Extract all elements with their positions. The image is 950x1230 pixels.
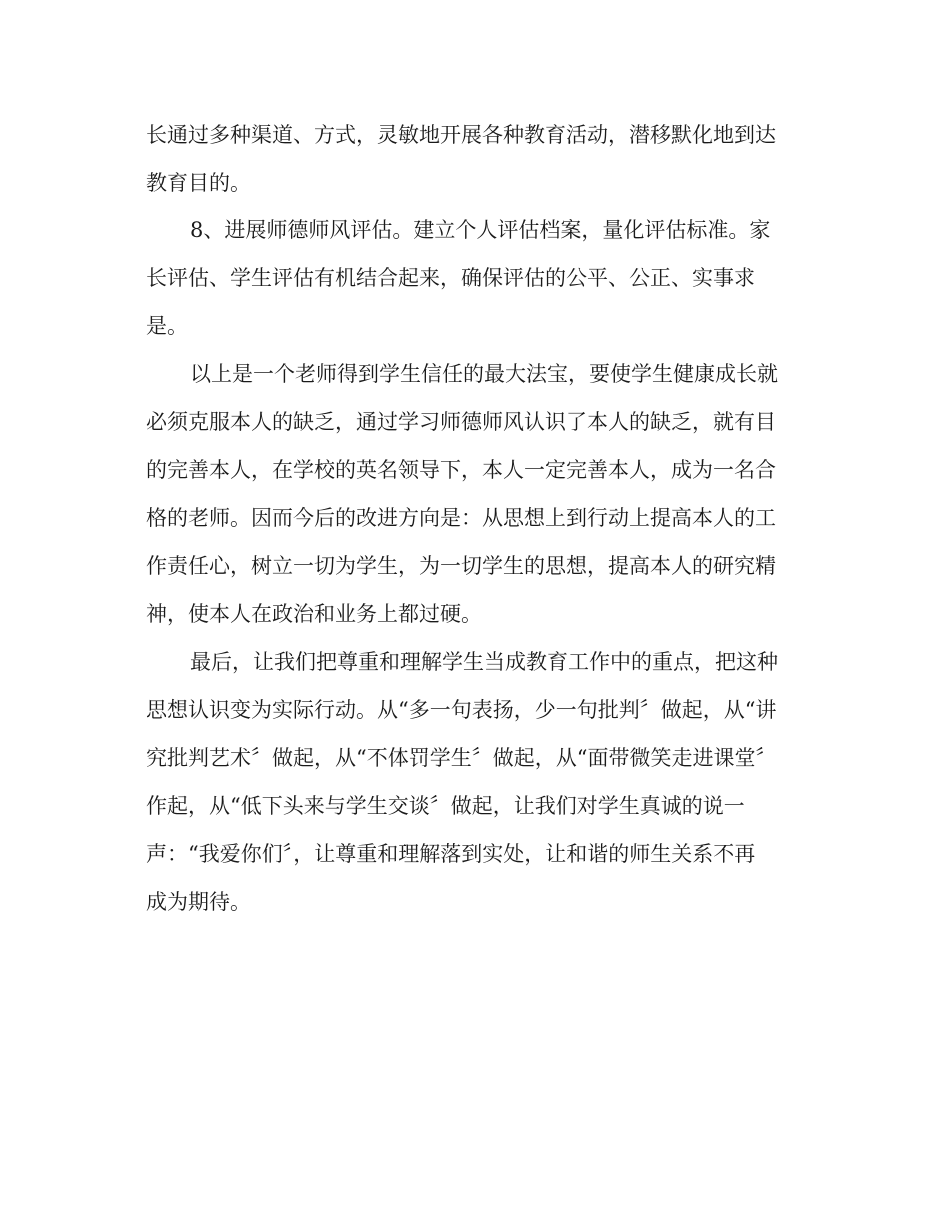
text-line: 长评估、学生评估有机结合起来，确保评估的公平、公正、实事求	[146, 266, 755, 290]
text-line: 长通过多种渠道、方式，灵敏地开展各种教育活动，潜移默化地到达	[146, 123, 776, 147]
text-line: 最后，让我们把尊重和理解学生当成教育工作中的重点，把这种	[190, 650, 778, 674]
text-line: 作起，从“低下头来与学生交谈〞做起，让我们对学生真诚的说一	[146, 794, 745, 818]
text-line: 以上是一个老师得到学生信任的最大法宝，要使学生健康成长就	[190, 362, 778, 386]
text-line: 教育目的。	[146, 171, 251, 195]
text-line: 思想认识变为实际行动。从“多一句表扬，少一句批判〞做起，从“讲	[146, 698, 777, 722]
text-line: 是。	[146, 314, 188, 338]
text-line: 神，使本人在政治和业务上都过硬。	[146, 602, 482, 626]
text-line: 究批判艺术〞做起，从“不体罚学生〞做起，从“面带微笑走进课堂〞	[146, 746, 777, 770]
text-line: 的完善本人，在学校的英名领导下，本人一定完善本人，成为一名合	[146, 458, 776, 482]
text-line: 作责任心，树立一切为学生，为一切学生的思想，提高本人的研究精	[146, 554, 776, 578]
text-line: 必须克服本人的缺乏，通过学习师德师风认识了本人的缺乏，就有目	[146, 410, 776, 434]
text-line: 成为期待。	[146, 890, 251, 914]
text-line: 声：“我爱你们〞，让尊重和理解落到实处，让和谐的师生关系不再	[146, 842, 756, 866]
text-line: 8、进展师德师风评估。建立个人评估档案，量化评估标准。家	[190, 218, 771, 242]
text-line: 格的老师。因而今后的改进方向是：从思想上到行动上提高本人的工	[146, 506, 776, 530]
